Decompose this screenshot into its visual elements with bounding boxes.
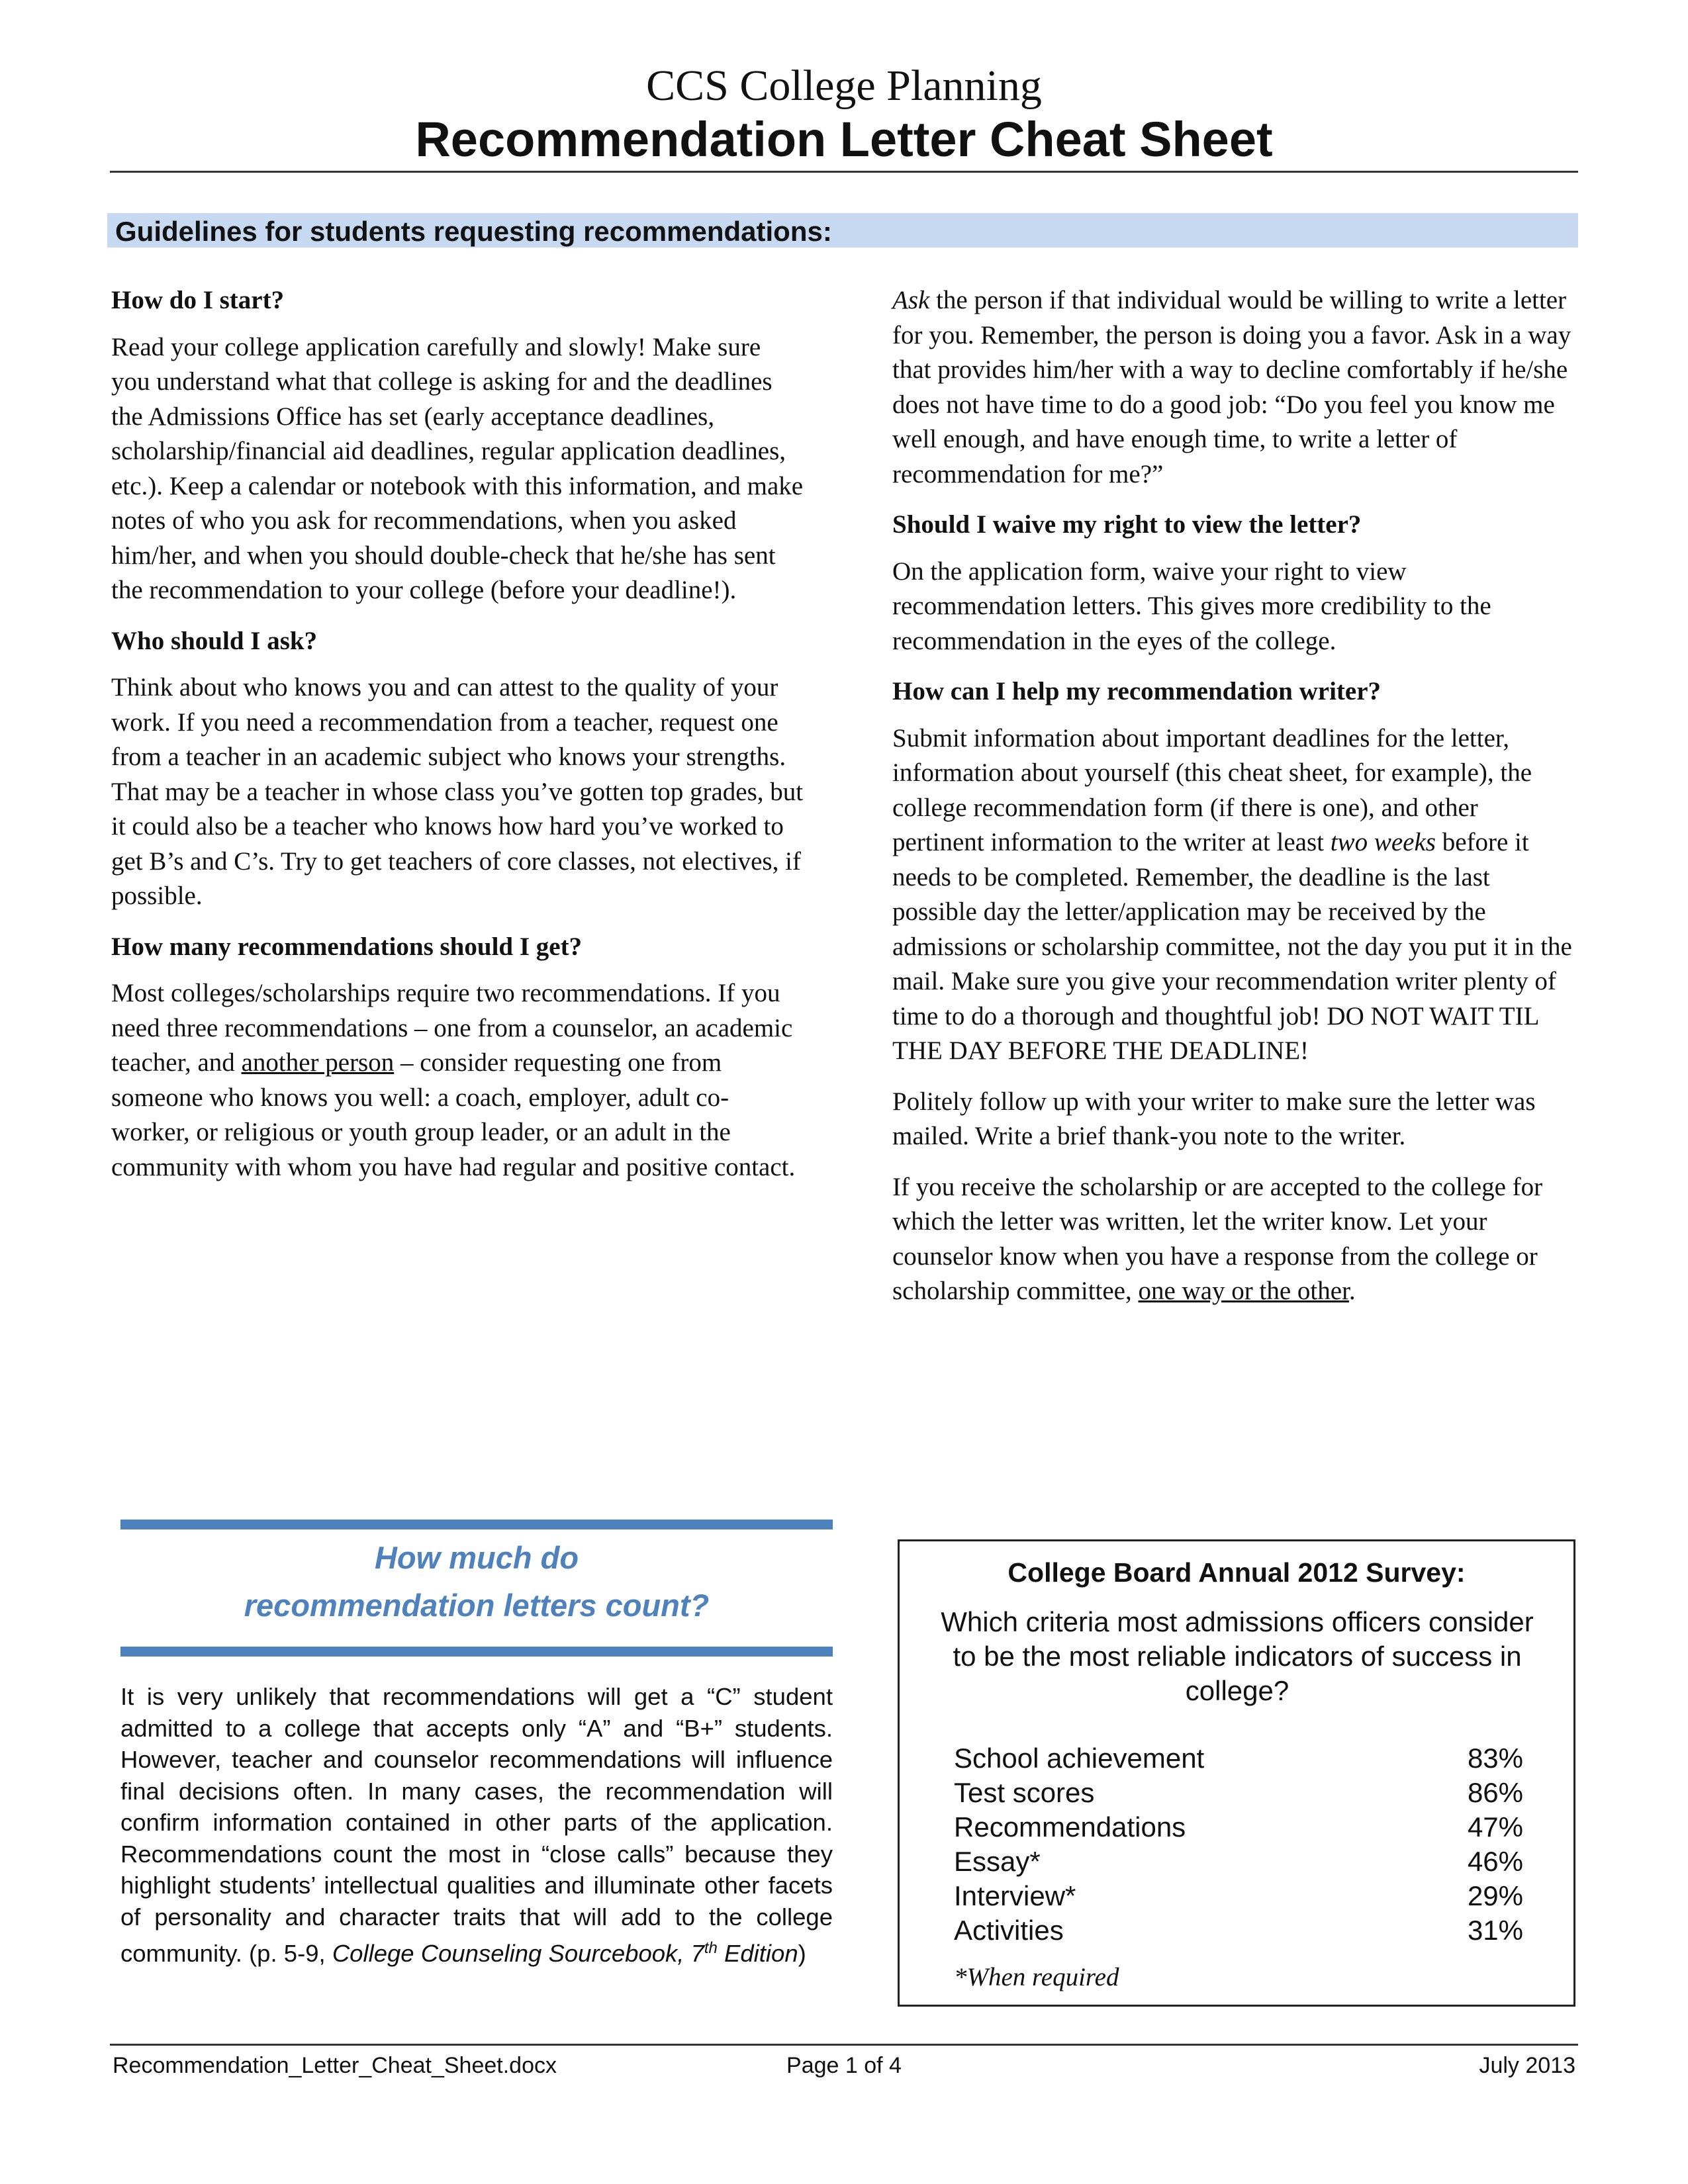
survey-item-label: Interview* (954, 1880, 1076, 1911)
survey-item (954, 1879, 1523, 1913)
survey-list (954, 1741, 1523, 1948)
survey-item-value: 86% (1467, 1777, 1523, 1808)
ask-italic: Ask (892, 286, 930, 314)
survey-item-label: Recommendations (954, 1811, 1186, 1843)
footer-page-number: Page 1 of 4 (786, 2053, 902, 2078)
survey-question: Which criteria most admissions officers consider to be the most reliable indicators of success in college? (941, 1606, 1534, 1706)
how-many-paragraph (111, 976, 805, 1185)
right-column (892, 283, 1574, 1325)
waive-heading: Should I waive my right to view the letter? (892, 510, 1362, 539)
callout-bottom-bar (120, 1647, 833, 1657)
callout-body (120, 1681, 833, 1970)
start-paragraph: Read your college application carefully and slowly! Make sure you understand what that college is asking for and the deadlines the Admissions Office has set (early acceptance deadlines, scholarship/financial aid deadlines, regular application deadlines, etc.). Keep a calendar or notebook with this information, and make notes of who you ask for recommendations, when you asked him/her, and when you should double-check that he/she has sent the recommendation to your college (before your deadline!). (111, 332, 804, 604)
help-text-part2: before it needs to be completed. Remember, the deadline is the last possible day the letter/application may be received by the admissions or scholarship committee, not the day you put it in the mail. Make sure you give your recommendation writer plenty of time to do a thorough and thoughtful job! DO NOT WAIT TIL THE DAY BEFORE THE DEADLINE! (892, 828, 1572, 1065)
follow-up-paragraph: Politely follow up with your writer to make sure the letter was mailed. Write a brief thank-you note to the writer. (892, 1087, 1536, 1150)
another-person-underlined: another person (241, 1048, 395, 1077)
two-weeks-italic: two weeks (1330, 828, 1436, 856)
footer-date: July 2013 (1479, 2053, 1575, 2078)
survey-item-label: Activities (954, 1915, 1064, 1946)
survey-box (898, 1539, 1575, 2007)
how-many-heading: How many recommendations should I get? (111, 932, 583, 961)
ask-paragraph (892, 283, 1574, 492)
title-divider (110, 171, 1578, 173)
survey-title: College Board Annual 2012 Survey: (1008, 1557, 1466, 1588)
waive-paragraph: On the application form, waive your right to view recommendation letters. This gives more credibility to the recommendation in the eyes of the college. (892, 557, 1491, 655)
survey-note: *When required (954, 1963, 1119, 1991)
left-column (111, 283, 805, 1201)
callout-source-close: ) (798, 1940, 806, 1968)
survey-item-label: Test scores (954, 1777, 1095, 1808)
how-many-text-part2: – consider requesting one from someone who knows you well: a coach, employer, adult co-worker, or religious or youth group leader, or an adult in the community with whom you have had regular and positive contact. (111, 1048, 796, 1181)
help-paragraph (892, 721, 1574, 1069)
receive-text-part1: If you receive the scholarship or are accepted to the college for which the letter was written, let the writer know. Let your counselor know when you have a response from the college or scholarship committee, (892, 1172, 1543, 1305)
callout-title-line1: How much do (374, 1540, 579, 1575)
help-heading: How can I help my recommendation writer? (892, 677, 1382, 705)
survey-item-value: 47% (1467, 1811, 1523, 1843)
one-way-underlined: one way or the other (1138, 1277, 1349, 1305)
callout-body-text: It is very unlikely that recommendations will get a “C” student admitted to a college that accepts only “A” and “B+” students. However, teacher and counselor recommendations will influence final decisions often. In many cases, the recommendation will confirm information contained in other parts of the application. Recommendations count the most in “close calls” because they highlight students’ intellectual qualities and illuminate other facets of personality and character traits that will add to the college community. (p. 5-9, (120, 1683, 833, 1968)
survey-item (954, 1913, 1523, 1948)
callout-title (120, 1534, 833, 1629)
callout-source-edition: Edition (717, 1940, 798, 1968)
survey-item-label: Essay* (954, 1846, 1041, 1877)
survey-item (954, 1810, 1523, 1844)
document-title: Recommendation Letter Cheat Sheet (415, 112, 1273, 167)
survey-item-value: 29% (1467, 1880, 1523, 1911)
receive-paragraph (892, 1170, 1574, 1309)
callout-title-line2: recommendation letters count? (244, 1588, 710, 1623)
footer-divider (110, 2044, 1578, 2046)
survey-item (954, 1741, 1523, 1776)
start-heading: How do I start? (111, 286, 285, 314)
survey-item-value: 83% (1467, 1743, 1523, 1774)
survey-item (954, 1776, 1523, 1810)
survey-item (954, 1844, 1523, 1879)
ask-text: the person if that individual would be willing to write a letter for you. Remember, the person is doing you a favor. Ask in a way that provides him/her with a way to decline comfortably if he/she does not have time to do a good job: “Do you feel you know me well enough, and have enough time, to write a letter of recommendation for me?” (892, 286, 1571, 488)
who-heading: Who should I ask? (111, 626, 318, 655)
guidelines-heading: Guidelines for students requesting recommendations: (115, 216, 832, 247)
callout-source-sup: th (704, 1939, 718, 1957)
how-many-text-part1: Most colleges/scholarships require two recommendations. If you need three recommendations – one from a counselor, an academic teacher, and (111, 979, 793, 1077)
callout-source-title: College Counseling Sourcebook, 7 (332, 1940, 704, 1968)
who-paragraph: Think about who knows you and can attest to the quality of your work. If you need a recommendation from a teacher, request one from a teacher in an academic subject who knows your strengths. That may be a teacher in whose class you’ve gotten top grades, but it could also be a teacher who knows how hard you’ve worked to get B’s and C’s. Try to get teachers of core classes, not electives, if possible. (111, 673, 804, 910)
org-name: CCS College Planning (646, 62, 1042, 110)
survey-item-value: 46% (1467, 1846, 1523, 1877)
callout-top-bar (120, 1520, 833, 1529)
survey-item-label: School achievement (954, 1743, 1205, 1774)
guidelines-heading-bar (107, 213, 1578, 248)
survey-item-value: 31% (1467, 1915, 1523, 1946)
receive-text-part2: . (1348, 1277, 1356, 1305)
help-text-part1: Submit information about important deadlines for the letter, information about yourself (this cheat sheet, for example), the college recommendation form (if there is one), and other pertinent information to the writer at least (892, 723, 1532, 856)
footer-filename: Recommendation_Letter_Cheat_Sheet.docx (113, 2053, 557, 2078)
